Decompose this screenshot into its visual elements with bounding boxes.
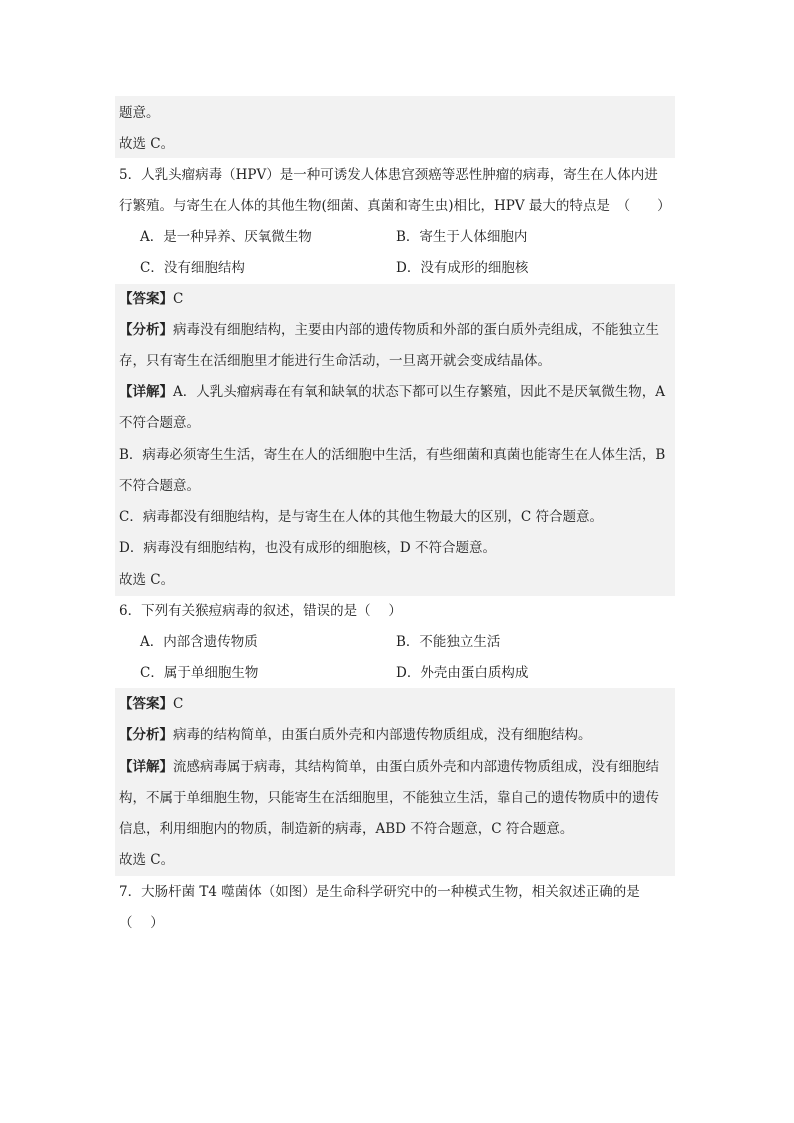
q7-stem-line-2: （ ） <box>119 915 164 931</box>
q6-option-a: A．内部含遗传物质 <box>140 634 258 650</box>
prev-text-line: 题意。 <box>119 105 160 121</box>
q6-option-d: D．外壳由蛋白质构成 <box>396 665 529 681</box>
q5-detail-line-5: C．病毒都没有细胞结构，是与寄生在人体的其他生物最大的区别，C 符合题意。 <box>119 509 603 525</box>
prev-solution-shade <box>115 96 675 158</box>
q5-detail-line-4: 不符合题意。 <box>119 478 200 494</box>
q5-answer-value: C <box>173 291 184 307</box>
q5-detail-line-6: D．病毒没有细胞结构，也没有成形的细胞核，D 不符合题意。 <box>119 540 496 556</box>
q5-analysis-line-2: 存，只有寄生在活细胞里才能进行生命活动，一旦离开就会变成结晶体。 <box>119 353 551 369</box>
q5-option-a: A．是一种异养、厌氧微生物 <box>140 229 312 245</box>
q5-stem-line-2: 行繁殖。与寄生在人体的其他生物(细菌、真菌和寄生虫)相比，HPV 最大的特点是 （ ） <box>119 198 671 214</box>
q5-answer-tag: 【答案】 <box>119 291 173 307</box>
q6-conclusion: 故选 C。 <box>119 852 175 868</box>
q5-detail-line-2: 不符合题意。 <box>119 415 200 431</box>
q6-answer-value: C <box>173 696 184 712</box>
q6-analysis-text-1: 病毒的结构简单，由蛋白质外壳和内部遗传物质组成，没有细胞结构。 <box>173 727 592 743</box>
q5-analysis-text-1: 病毒没有细胞结构，主要由内部的遗传物质和外部的蛋白质外壳组成，不能独立生 <box>173 322 659 338</box>
q6-answer <box>119 695 183 713</box>
q5-detail-line-1 <box>119 383 665 401</box>
q5-analysis-tag: 【分析】 <box>119 322 173 338</box>
q5-answer <box>119 290 183 308</box>
q5-option-b: B．寄生于人体细胞内 <box>396 229 528 245</box>
q5-option-d: D．没有成形的细胞核 <box>396 260 529 276</box>
q6-detail-text-1: 流感病毒属于病毒，其结构简单，由蛋白质外壳和内部遗传物质组成，没有细胞结 <box>173 759 659 775</box>
q5-option-c: C．没有细胞结构 <box>140 260 245 276</box>
q7-stem-line-1: 7．大肠杆菌 T4 噬菌体（如图）是生命科学研究中的一种模式生物，相关叙述正确的是 <box>119 884 640 900</box>
q5-stem-line-1: 5．人乳头瘤病毒（HPV）是一种可诱发人体患宫颈癌等恶性肿瘤的病毒，寄生在人体内进 <box>119 167 658 183</box>
q5-analysis-line-1 <box>119 321 659 339</box>
q5-conclusion: 故选 C。 <box>119 572 175 588</box>
q6-stem-line-1: 6．下列有关猴痘病毒的叙述，错误的是（ ） <box>119 603 402 619</box>
q6-option-b: B．不能独立生活 <box>396 634 501 650</box>
q5-detail-text-1: A．人乳头瘤病毒在有氧和缺氧的状态下都可以生存繁殖，因此不是厌氧微生物，A <box>173 384 665 400</box>
q6-detail-line-1 <box>119 758 659 776</box>
prev-conclusion: 故选 C。 <box>119 136 175 152</box>
q6-detail-tag: 【详解】 <box>119 759 173 775</box>
q6-detail-line-2: 构，不属于单细胞生物，只能寄生在活细胞里，不能独立生活，靠自己的遗传物质中的遗传 <box>119 790 659 806</box>
q5-detail-tag: 【详解】 <box>119 384 173 400</box>
q6-detail-line-3: 信息，利用细胞内的物质，制造新的病毒，ABD 不符合题意，C 符合题意。 <box>119 821 574 837</box>
q6-option-c: C．属于单细胞生物 <box>140 665 259 681</box>
q6-solution-shade <box>115 688 675 876</box>
q6-answer-tag: 【答案】 <box>119 696 173 712</box>
q5-detail-line-3: B．病毒必须寄生生活，寄生在人的活细胞中生活，有些细菌和真菌也能寄生在人体生活，B <box>119 447 666 463</box>
q6-analysis-tag: 【分析】 <box>119 727 173 743</box>
q6-analysis-line-1 <box>119 726 592 744</box>
